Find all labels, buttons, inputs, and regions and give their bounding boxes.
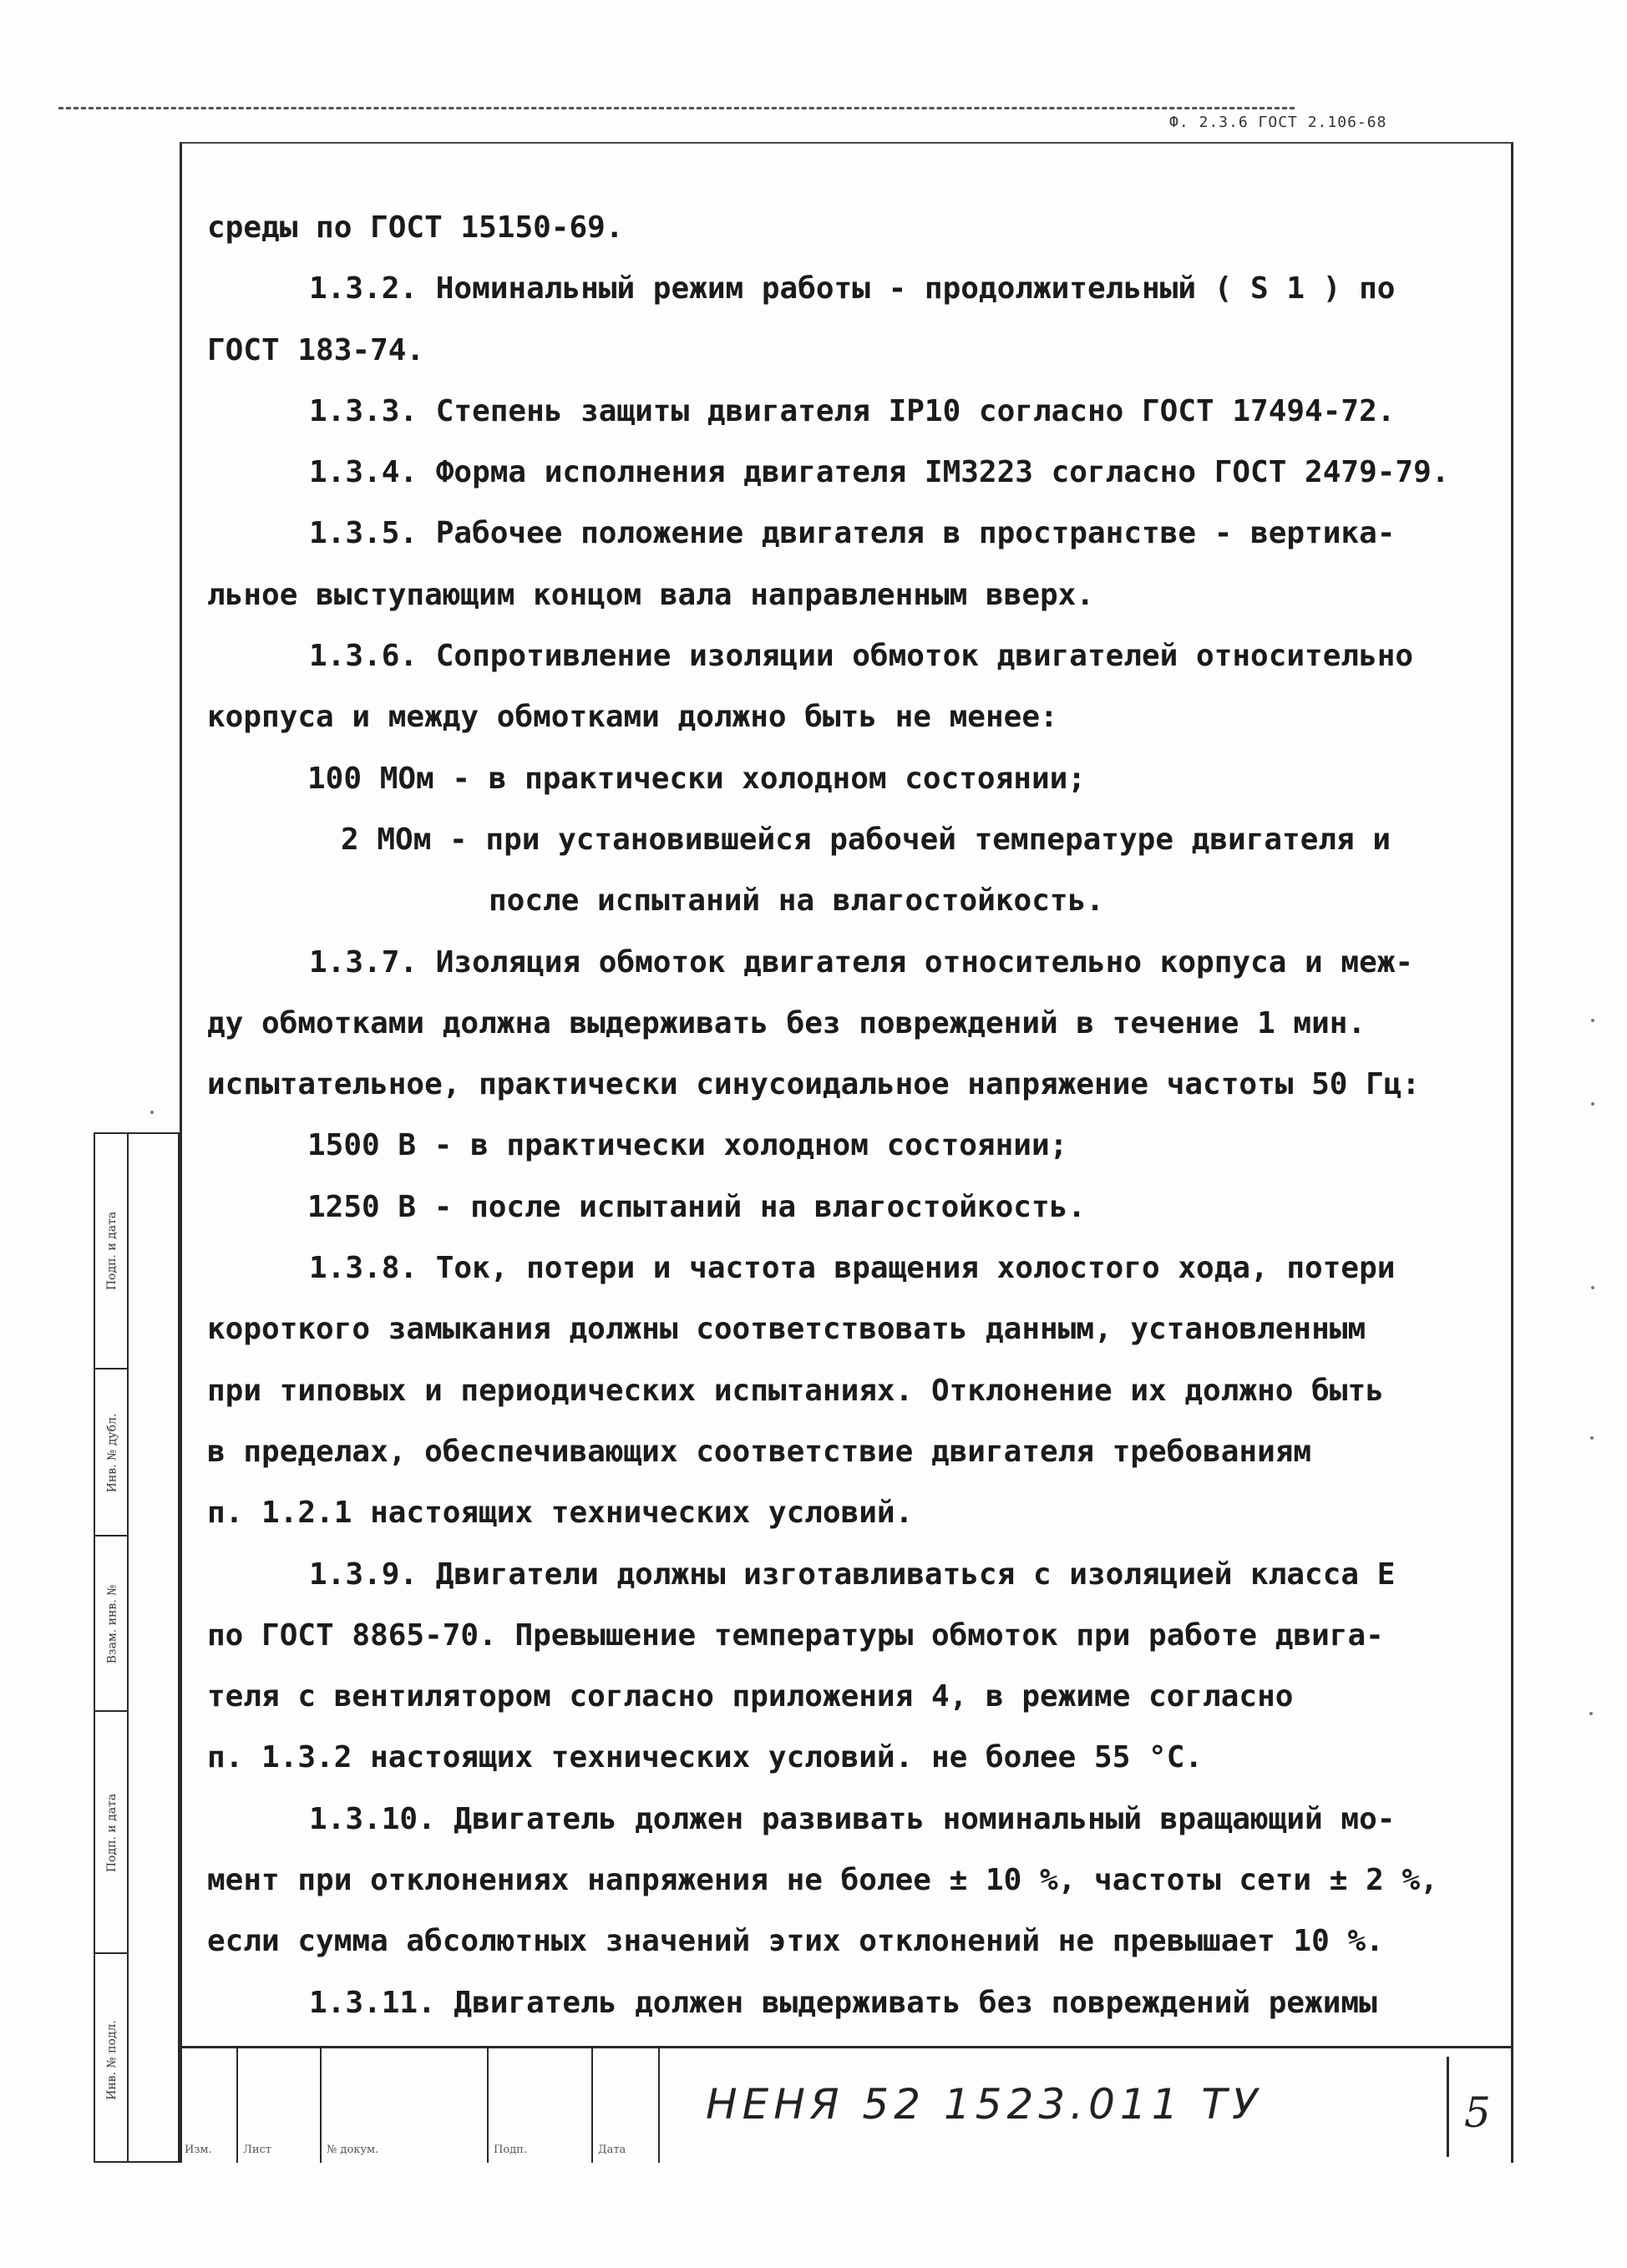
side-cell <box>95 1710 129 1954</box>
side-cell <box>95 1134 129 1368</box>
list-item: 1500 В - в практически холодном состоянии; <box>307 1128 1068 1163</box>
clause-1-3-4: 1.3.4. Форма исполнения двигателя IM3223 согласно ГОСТ 2479-79. <box>309 455 1450 490</box>
title-block-cell <box>238 2048 322 2163</box>
page-number: 5 <box>1464 2088 1491 2137</box>
body-line: по ГОСТ 8865-70. Превышение температуры обмоток при работе двига- <box>207 1617 1384 1653</box>
body-line: теля с вентилятором согласно приложения 4, в режиме согласно <box>207 1679 1294 1714</box>
side-cell-label: Подп. и дата <box>105 1793 119 1873</box>
clause-1-3-10: 1.3.10. Двигатель должен развивать номинальный вращающий мо- <box>309 1801 1396 1836</box>
body-line: п. 1.3.2 настоящих технических условий. не более 55 °С. <box>207 1740 1204 1775</box>
document-code: НЕНЯ 52 1523.011 ТУ <box>706 2080 1263 2129</box>
clause-1-3-11: 1.3.11. Двигатель должен выдерживать без повреждений режимы <box>309 1985 1377 2020</box>
list-item-continuation: после испытаний на влагостойкость. <box>489 883 1104 919</box>
scan-speck <box>1591 1286 1594 1289</box>
title-block-cell <box>180 2048 238 2163</box>
clause-1-3-7: 1.3.7. Изоляция обмоток двигателя относительно корпуса и меж- <box>309 944 1414 980</box>
title-block-cell-label: № докум. <box>327 2144 379 2156</box>
scan-speck <box>1591 1102 1594 1106</box>
body-line: п. 1.2.1 настоящих технических условий. <box>207 1496 914 1531</box>
page-number-box <box>1447 2057 1505 2157</box>
side-cell <box>95 1952 129 2166</box>
clause-1-3-8: 1.3.8. Ток, потери и частота вращения холостого хода, потери <box>309 1251 1396 1286</box>
title-block-cell <box>593 2048 660 2163</box>
body-line: льное выступающим концом вала направленным вверх. <box>207 577 1095 612</box>
side-cell <box>95 1368 129 1536</box>
title-block-cell-label: Изм. <box>185 2144 212 2156</box>
clause-1-3-6: 1.3.6. Сопротивление изоляции обмоток двигателей относительно <box>309 639 1414 674</box>
scan-speck <box>1590 1436 1594 1440</box>
scan-speck <box>150 1111 154 1114</box>
list-item: 100 МОм - в практически холодном состоянии; <box>307 761 1086 796</box>
body-line: среды по ГОСТ 15150-69. <box>207 210 624 245</box>
side-cell-label: Инв. № подл. <box>105 2020 119 2100</box>
scan-speck <box>1591 1019 1594 1022</box>
clause-1-3-3: 1.3.3. Степень защиты двигателя IP10 согласно ГОСТ 17494-72. <box>309 393 1396 428</box>
side-stamp <box>94 1132 180 2163</box>
title-block-cell <box>489 2048 593 2163</box>
side-cell <box>95 1535 129 1712</box>
side-cell-label: Подп. и дата <box>105 1211 119 1291</box>
body-line: корпуса и между обмотками должно быть не менее: <box>207 700 1058 735</box>
top-dashed-rule <box>58 107 1295 109</box>
list-item: 1250 В - после испытаний на влагостойкость. <box>307 1189 1086 1224</box>
title-block-cell-label: Лист <box>243 2144 271 2156</box>
side-cell-label: Инв. № дубл. <box>105 1413 119 1493</box>
clause-1-3-9: 1.3.9. Двигатели должны изготавливаться с изоляцией класса Е <box>309 1557 1396 1592</box>
title-block-cell-label: Дата <box>598 2144 626 2156</box>
list-item: 2 МОм - при установившейся рабочей температуре двигателя и <box>341 822 1391 857</box>
clause-1-3-2: 1.3.2. Номинальный режим работы - продолжительный ( S 1 ) по <box>309 271 1396 306</box>
body-line: мент при отклонениях напряжения не более ± 10 %, частоты сети ± 2 %, <box>207 1863 1438 1898</box>
title-block <box>180 2046 1513 2163</box>
body-line: ГОСТ 183-74. <box>207 332 425 367</box>
title-block-cell-label: Подп. <box>494 2144 527 2156</box>
side-stamp-label-column <box>95 1134 129 2161</box>
title-block-cell <box>322 2048 489 2163</box>
clause-1-3-5: 1.3.5. Рабочее положение двигателя в пространстве - вертика- <box>309 516 1396 551</box>
body-line: ду обмотками должна выдерживать без повреждений в течение 1 мин. <box>207 1005 1366 1040</box>
body-line: в пределах, обеспечивающих соответствие двигателя требованиям <box>207 1434 1312 1469</box>
document-body <box>207 197 1498 2033</box>
body-line: короткого замыкания должны соответствовать данным, установленным <box>207 1312 1366 1347</box>
scan-speck <box>1589 1712 1593 1715</box>
form-reference: Ф. 2.3.6 ГОСТ 2.106-68 <box>1169 114 1387 131</box>
body-line: при типовых и периодических испытаниях. Отклонение их должно быть <box>207 1373 1384 1408</box>
body-line: испытательное, практически синусоидальное напряжение частоты 50 Гц: <box>207 1067 1421 1102</box>
side-cell-label: Взам. инв. № <box>105 1584 119 1664</box>
body-line: если сумма абсолютных значений этих отклонений не превышает 10 %. <box>207 1924 1384 1959</box>
